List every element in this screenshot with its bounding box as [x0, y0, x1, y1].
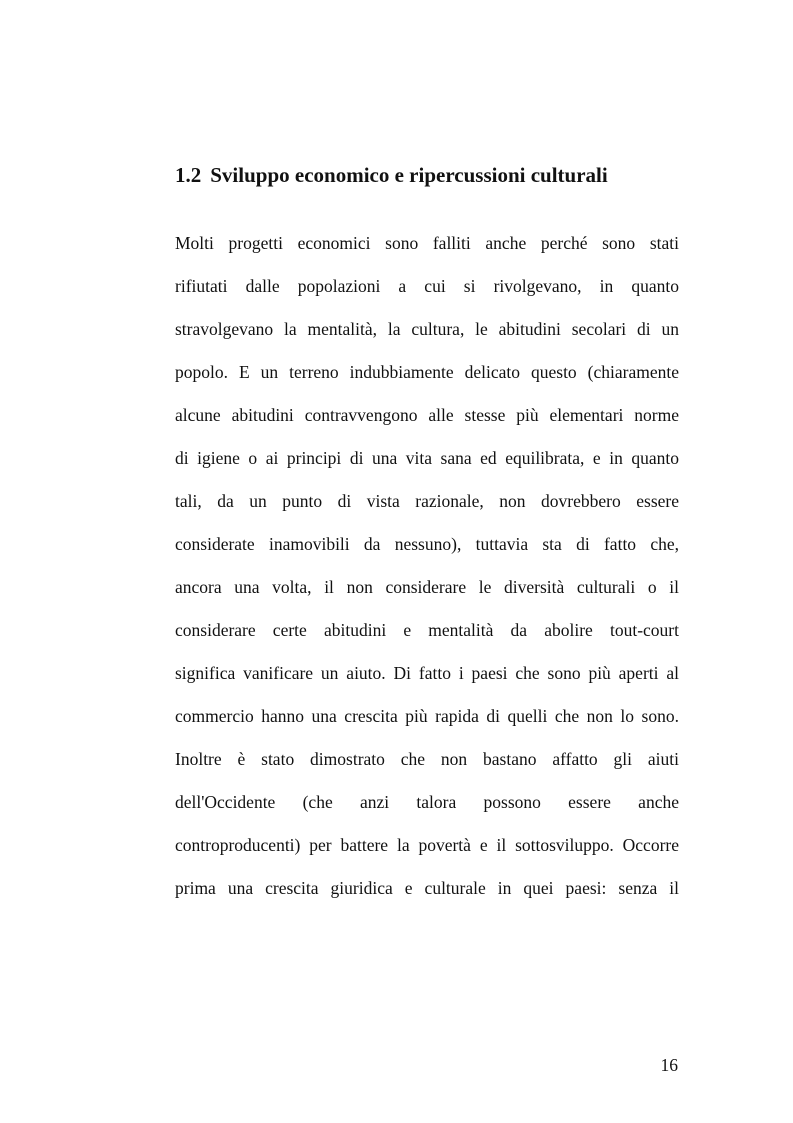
paragraph-line: considerate inamovibili da nessuno), tuttavia sta di fatto che,	[175, 534, 679, 554]
page-number: 16	[660, 1055, 678, 1075]
section-title: Sviluppo economico e ripercussioni culturali	[210, 163, 608, 187]
paragraph-line: popolo. E un terreno indubbiamente delicato questo (chiaramente	[175, 362, 679, 382]
paragraph-line: commercio hanno una crescita più rapida di quelli che non lo sono.	[175, 706, 679, 726]
paragraph-line: ancora una volta, il non considerare le diversità culturali o il	[175, 577, 679, 597]
paragraph-line: di igiene o ai principi di una vita sana ed equilibrata, e in quanto	[175, 448, 679, 468]
paragraph-line: stravolgevano la mentalità, la cultura, le abitudini secolari di un	[175, 319, 679, 339]
paragraph-line: prima una crescita giuridica e culturale in quei paesi: senza il	[175, 878, 679, 898]
paragraph-line: considerare certe abitudini e mentalità da abolire tout-court	[175, 620, 679, 640]
section-heading	[175, 161, 695, 189]
paragraph-line: controproducenti) per battere la povertà e il sottosviluppo. Occorre	[175, 835, 679, 855]
paragraph-line: alcune abitudini contravvengono alle stesse più elementari norme	[175, 405, 679, 425]
section-number: 1.2	[175, 163, 202, 187]
paragraph-line: Inoltre è stato dimostrato che non bastano affatto gli aiuti	[175, 749, 679, 769]
body-paragraph	[175, 228, 679, 916]
paragraph-line: Molti progetti economici sono falliti anche perché sono stati	[175, 233, 679, 253]
paragraph-line: dell'Occidente (che anzi talora possono essere anche	[175, 792, 679, 812]
paragraph-line: significa vanificare un aiuto. Di fatto i paesi che sono più aperti al	[175, 663, 679, 683]
paragraph-line: rifiutati dalle popolazioni a cui si rivolgevano, in quanto	[175, 276, 679, 296]
paragraph-line: tali, da un punto di vista razionale, non dovrebbero essere	[175, 491, 679, 511]
